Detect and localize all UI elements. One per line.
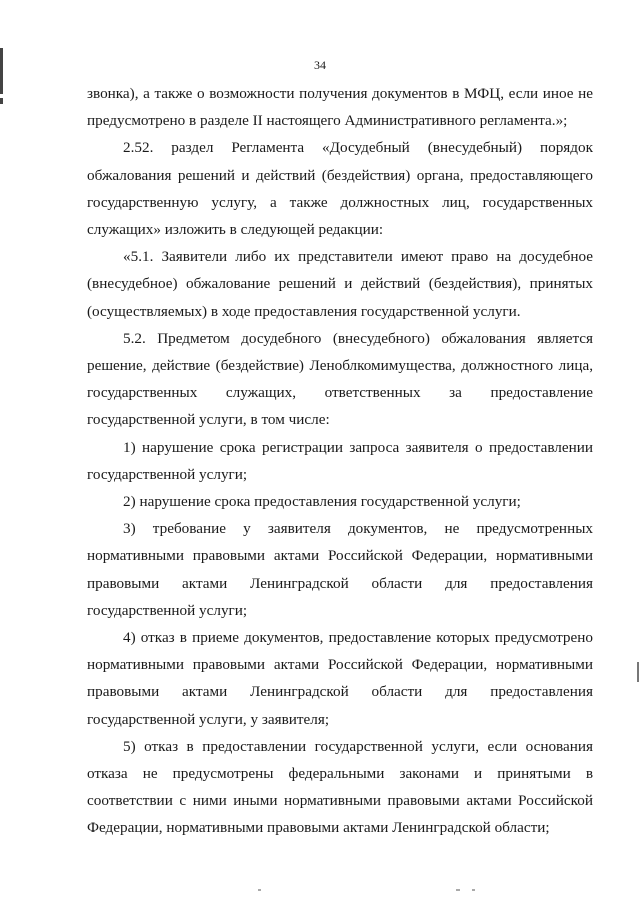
list-item: 5) отказ в предоставлении государственной услуги, если основания отказа не предусмотрены федеральными законами и принятыми в соответствии с ними иными нормативными правовыми актами Российской Федерации, нормативными правовыми актами Ленинградской области; xyxy=(87,737,593,837)
list-item: 3) требование у заявителя документов, не предусмотренных нормативными правовыми актами Российской Федерации, нормативными правовыми актами Ленинградской области для предоставления государственной услуги; xyxy=(87,520,593,619)
page-number: 34 xyxy=(314,58,326,72)
paragraph: 5.2. Предметом досудебного (внесудебного) обжалования является решение, действие (бездействие) Леноблкомимущества, должностного лица, государственных служащих, ответственных за предоставление государственной услуги, в том числе: xyxy=(87,329,593,429)
paragraph: звонка), а также о возможности получения документов в МФЦ, если иное не предусмотрено в разделе II настоящего Административного регламента.»; xyxy=(87,85,593,130)
scan-edge-mark xyxy=(0,98,3,104)
list-item: 4) отказ в приеме документов, предоставление которых предусмотрено нормативными правовыми актами Российской Федерации, нормативными правовыми актами Ленинградской области для предоставления государственной услуги, у заявителя; xyxy=(87,629,593,728)
document-body xyxy=(87,80,593,842)
scan-speck xyxy=(637,662,639,682)
list-item: 1) нарушение срока регистрации запроса заявителя о предоставлении государственной услуги; xyxy=(87,438,593,483)
paragraph: 2.52. раздел Регламента «Досудебный (внесудебный) порядок обжалования решений и действий (бездействия) органа, предоставляющего государственную услугу, а также должностных лиц, государственных служащих» изложить в следующей редакции: xyxy=(87,139,593,239)
list-item: 2) нарушение срока предоставления государственной услуги; xyxy=(123,493,521,511)
scan-footer-specks xyxy=(0,889,640,893)
paragraph: «5.1. Заявители либо их представители имеют право на досудебное (внесудебное) обжалование решений и действий (бездействия), принятых (осуществляемых) в ходе предоставления государственной услуги. xyxy=(87,248,593,320)
